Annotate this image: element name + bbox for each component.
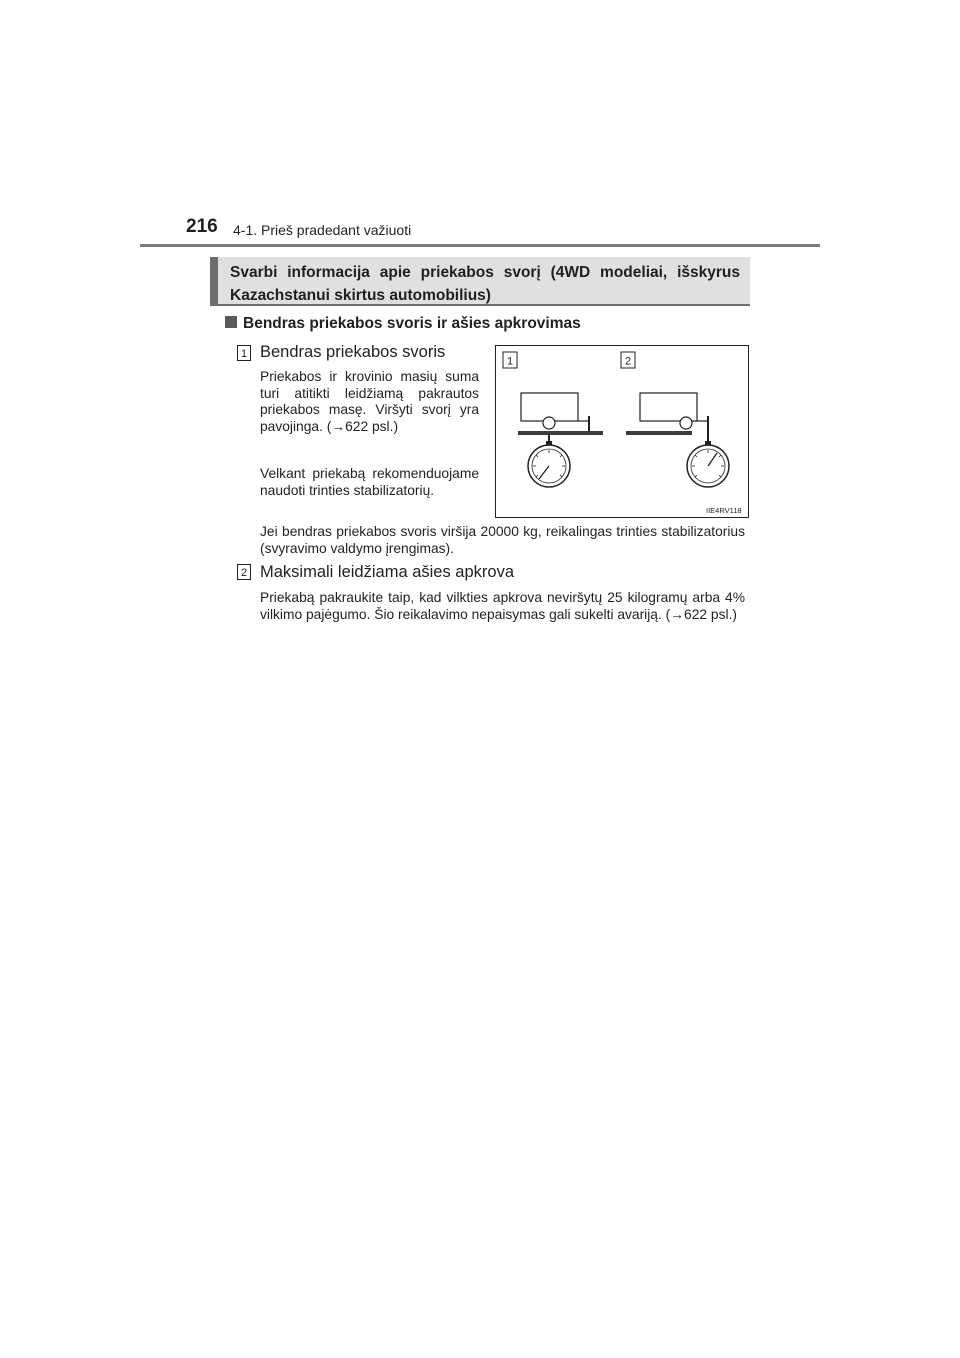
trailer-scale-illustration [496, 346, 748, 517]
figure-label-1: 1 [506, 355, 514, 368]
callout-title: Svarbi informacija apie priekabos svorį (4WD modeliai, išskyrus Kazachstanui skirtus automobilius) [230, 264, 740, 304]
callout-box [210, 257, 750, 304]
subheading-text: Bendras priekabos svoris ir ašies apkrovimas [243, 315, 581, 332]
item-1-paragraph-3: Jei bendras priekabos svoris viršija 20000 kg, reikalingas trinties stabilizatorius (svyravimo valdymo įrengimas). [260, 524, 745, 556]
figure-label-2: 2 [624, 355, 632, 368]
section-title: 4-1. Prieš pradedant važiuoti [233, 222, 412, 238]
trailer-weight-figure [495, 345, 749, 518]
item-1-paragraph-2: Velkant priekabą rekomenduojame naudoti trinties stabilizatorių. [260, 466, 479, 498]
item-2-paragraph-1: Priekabą pakraukite taip, kad vilkties apkrova neviršytų 25 kilogramų arba 4% vilkimo pajėgumo. Šio reikalavimo nepaisymas gali sukelti avariją. (→622 psl.) [260, 590, 745, 622]
callout-underline [210, 304, 750, 306]
item-title-2: Maksimali leidžiama ašies apkrova [260, 563, 515, 581]
trailer-axle-load [626, 393, 729, 487]
item-title-1: Bendras priekabos svoris [260, 343, 446, 361]
item-badge-2: 2 [237, 564, 251, 580]
page-number: 216 [186, 216, 218, 237]
header-rule [140, 244, 820, 247]
item-1-paragraph-1: Priekabos ir krovinio masių suma turi atitikti leidžiamą pakrautos priekabos masę. Viršyti svorį yra pavojinga. (→622 psl.) [260, 369, 479, 434]
figure-code: IIE4RV118 [706, 506, 742, 515]
square-bullet-icon [225, 316, 237, 328]
trailer-total-weight [518, 393, 603, 487]
subheading [225, 315, 581, 333]
item-badge-1: 1 [237, 345, 251, 361]
